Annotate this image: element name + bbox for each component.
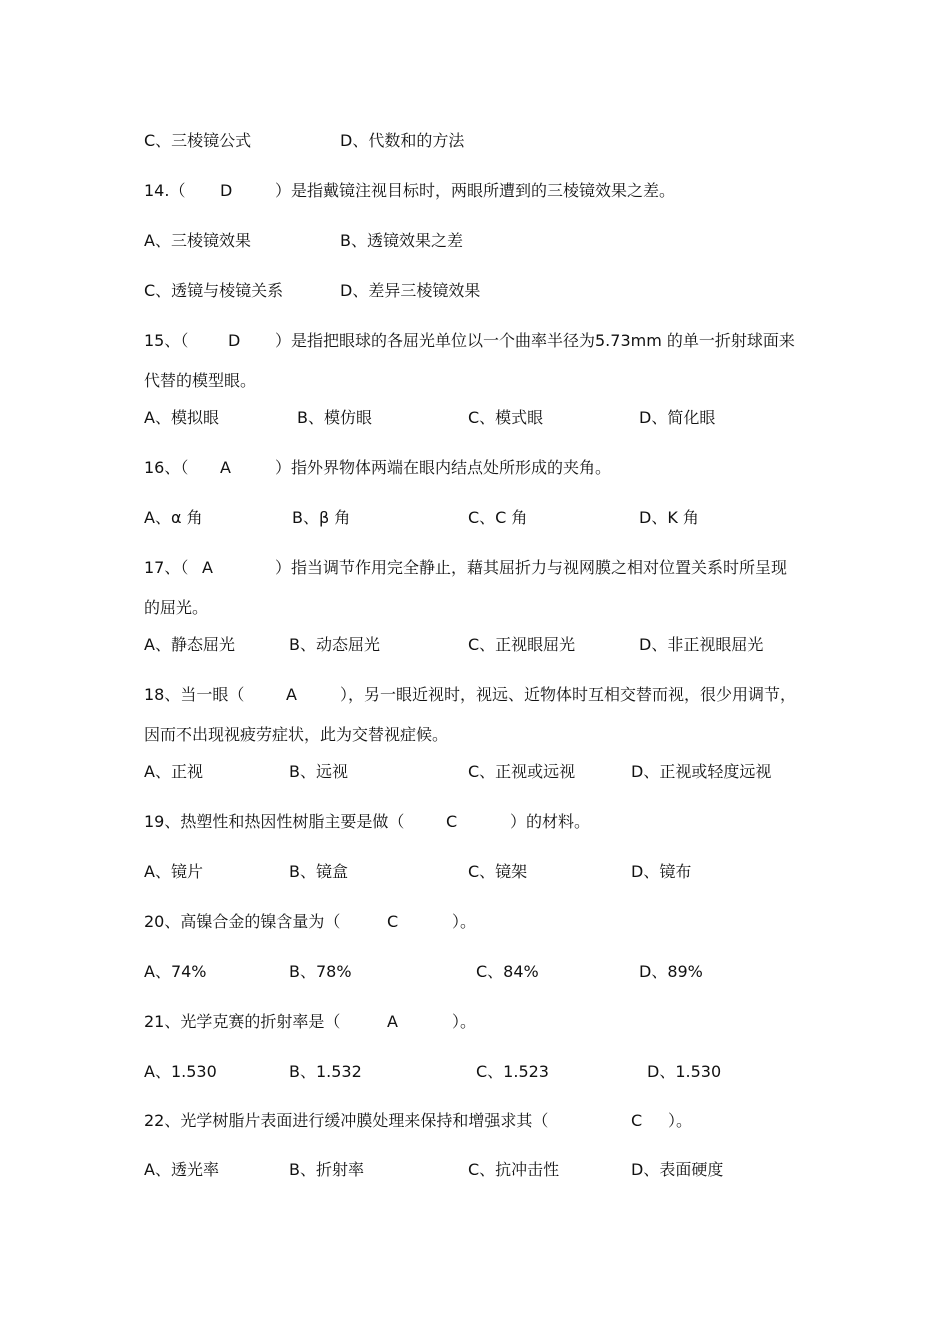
question-text: ）指当调节作用完全静止，藉其屈折力与视网膜之相对位置关系时所呈现 [275, 558, 788, 577]
answer: C [387, 912, 399, 931]
question-number: 20、高镍合金的镍含量为（ [144, 912, 341, 931]
question-number: 15、（ [144, 331, 189, 350]
option-c: C、84% [476, 962, 539, 981]
answer: A [220, 458, 231, 477]
option-a: A、三棱镜效果 [144, 231, 251, 250]
question-text: ），另一眼近视时，视远、近物体时互相交替而视，很少用调节， [340, 685, 797, 704]
option-b: B、动态屈光 [289, 635, 380, 654]
option-c: C、三棱镜公式 [144, 131, 252, 150]
answer: A [202, 558, 213, 577]
question-text: ）是指把眼球的各屈光单位以一个曲率半径为5.73mm 的单一折射球面来 [275, 331, 795, 350]
option-d: D、89% [639, 962, 703, 981]
option-a: A、模拟眼 [144, 408, 219, 427]
option-a: A、镜片 [144, 862, 203, 881]
option-d: D、镜布 [631, 862, 692, 881]
question-number: 17、（ [144, 558, 189, 577]
question-text: 的屈光。 [144, 598, 209, 617]
question-number: 21、光学克赛的折射率是（ [144, 1012, 341, 1031]
option-c: C、1.523 [476, 1062, 549, 1081]
option-c: C、镜架 [468, 862, 528, 881]
option-a: A、74% [144, 962, 207, 981]
answer: A [286, 685, 297, 704]
option-c: C、透镜与棱镜关系 [144, 281, 284, 300]
option-b: B、镜盒 [289, 862, 348, 881]
question-text: 因而不出现视疲劳症状，此为交替视症候。 [144, 725, 449, 744]
question-text: 代替的模型眼。 [144, 371, 257, 390]
option-c: C、正视或远视 [468, 762, 576, 781]
question-number: 16、（ [144, 458, 189, 477]
question-text: ）。 [668, 1111, 693, 1130]
option-b: B、模仿眼 [297, 408, 372, 427]
answer: C [446, 812, 458, 831]
option-d: D、差异三棱镜效果 [340, 281, 481, 300]
option-c: C、抗冲击性 [468, 1160, 560, 1179]
question-text: ）的材料。 [510, 812, 591, 831]
option-b: B、1.532 [289, 1062, 362, 1081]
option-b: B、78% [289, 962, 352, 981]
option-d: D、代数和的方法 [340, 131, 465, 150]
option-d: D、1.530 [647, 1062, 722, 1081]
answer: D [220, 181, 233, 200]
option-a: A、静态屈光 [144, 635, 235, 654]
answer: A [387, 1012, 398, 1031]
question-text: ）是指戴镜注视目标时，两眼所遭到的三棱镜效果之差。 [275, 181, 676, 200]
option-c: C、C 角 [468, 508, 528, 527]
option-a: A、正视 [144, 762, 203, 781]
option-b: B、β 角 [292, 508, 351, 527]
option-b: B、远视 [289, 762, 348, 781]
option-d: D、K 角 [639, 508, 699, 527]
option-d: D、非正视眼屈光 [639, 635, 764, 654]
question-text: ）。 [452, 912, 477, 931]
option-b: B、折射率 [289, 1160, 364, 1179]
option-c: C、正视眼屈光 [468, 635, 576, 654]
option-d: D、正视或轻度远视 [631, 762, 772, 781]
question-text: ）。 [452, 1012, 477, 1031]
option-b: B、透镜效果之差 [340, 231, 463, 250]
option-d: D、表面硬度 [631, 1160, 724, 1179]
answer: D [228, 331, 241, 350]
option-c: C、模式眼 [468, 408, 544, 427]
question-number: 22、光学树脂片表面进行缓冲膜处理来保持和增强求其（ [144, 1111, 549, 1130]
option-a: A、透光率 [144, 1160, 219, 1179]
option-a: A、1.530 [144, 1062, 217, 1081]
question-number: 18、当一眼（ [144, 685, 245, 704]
answer: C [631, 1111, 643, 1130]
option-d: D、简化眼 [639, 408, 716, 427]
question-number: 19、热塑性和热因性树脂主要是做（ [144, 812, 405, 831]
question-number: 14.（ [144, 181, 186, 200]
option-a: A、α 角 [144, 508, 203, 527]
question-text: ）指外界物体两端在眼内结点处所形成的夹角。 [275, 458, 612, 477]
